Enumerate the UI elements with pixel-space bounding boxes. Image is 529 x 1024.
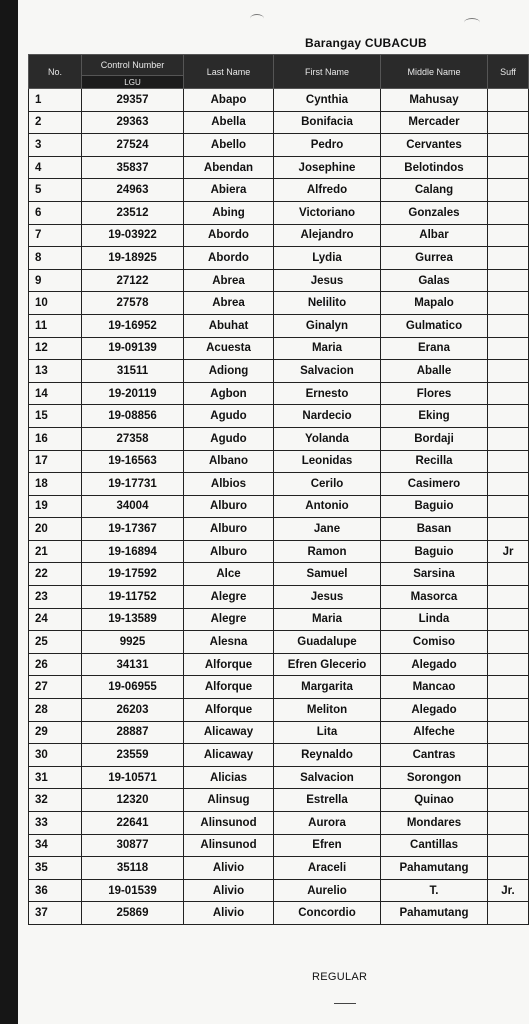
cell-no: 13 xyxy=(29,360,82,383)
cell-middle-name: Alfeche xyxy=(381,721,488,744)
cell-no: 25 xyxy=(29,631,82,654)
cell-last-name: Agudo xyxy=(184,405,274,428)
cell-middle-name: Mancao xyxy=(381,676,488,699)
cell-suffix xyxy=(488,518,529,541)
cell-no: 23 xyxy=(29,586,82,609)
cell-suffix xyxy=(488,314,529,337)
cell-suffix xyxy=(488,744,529,767)
cell-first-name: Jesus xyxy=(274,586,381,609)
table-row xyxy=(29,247,529,270)
cell-control-number: 19-17592 xyxy=(82,563,184,586)
cell-middle-name: T. xyxy=(381,879,488,902)
cell-suffix xyxy=(488,382,529,405)
header-row xyxy=(29,55,529,76)
cell-first-name: Guadalupe xyxy=(274,631,381,654)
cell-last-name: Abella xyxy=(184,111,274,134)
cell-suffix xyxy=(488,134,529,157)
cell-control-number: 19-17367 xyxy=(82,518,184,541)
cell-last-name: Alesna xyxy=(184,631,274,654)
cell-first-name: Ginalyn xyxy=(274,314,381,337)
table-row xyxy=(29,382,529,405)
scan-mark xyxy=(250,14,264,23)
cell-control-number: 12320 xyxy=(82,789,184,812)
table-row xyxy=(29,766,529,789)
cell-suffix: Jr xyxy=(488,540,529,563)
cell-suffix xyxy=(488,563,529,586)
cell-control-number: 9925 xyxy=(82,631,184,654)
cell-suffix xyxy=(488,247,529,270)
cell-last-name: Alicaway xyxy=(184,744,274,767)
table-row xyxy=(29,812,529,835)
cell-suffix xyxy=(488,789,529,812)
cell-control-number: 19-17731 xyxy=(82,473,184,496)
table-row xyxy=(29,834,529,857)
cell-control-number: 19-03922 xyxy=(82,224,184,247)
cell-control-number: 28887 xyxy=(82,721,184,744)
table-row xyxy=(29,857,529,880)
roster-table xyxy=(28,54,529,925)
cell-middle-name: Cantillas xyxy=(381,834,488,857)
header-control-number: Control Number xyxy=(82,55,184,76)
cell-suffix xyxy=(488,608,529,631)
cell-last-name: Alforque xyxy=(184,676,274,699)
cell-last-name: Alicaway xyxy=(184,721,274,744)
cell-first-name: Lydia xyxy=(274,247,381,270)
cell-control-number: 26203 xyxy=(82,699,184,722)
cell-no: 1 xyxy=(29,89,82,112)
cell-first-name: Maria xyxy=(274,608,381,631)
cell-last-name: Alicias xyxy=(184,766,274,789)
table-row xyxy=(29,608,529,631)
cell-middle-name: Albar xyxy=(381,224,488,247)
cell-control-number: 19-10571 xyxy=(82,766,184,789)
table-row xyxy=(29,314,529,337)
table-row xyxy=(29,179,529,202)
cell-first-name: Nardecio xyxy=(274,405,381,428)
cell-last-name: Alburo xyxy=(184,540,274,563)
cell-middle-name: Mercader xyxy=(381,111,488,134)
header-lgu: LGU xyxy=(82,76,184,89)
cell-middle-name: Erana xyxy=(381,337,488,360)
cell-last-name: Agbon xyxy=(184,382,274,405)
cell-suffix xyxy=(488,699,529,722)
cell-first-name: Concordio xyxy=(274,902,381,925)
table-row xyxy=(29,134,529,157)
cell-last-name: Abrea xyxy=(184,292,274,315)
cell-middle-name: Mapalo xyxy=(381,292,488,315)
cell-middle-name: Pahamutang xyxy=(381,902,488,925)
cell-no: 18 xyxy=(29,473,82,496)
table-row xyxy=(29,224,529,247)
cell-last-name: Abiera xyxy=(184,179,274,202)
cell-first-name: Leonidas xyxy=(274,450,381,473)
cell-no: 30 xyxy=(29,744,82,767)
cell-last-name: Abing xyxy=(184,201,274,224)
cell-last-name: Alforque xyxy=(184,653,274,676)
cell-last-name: Alivio xyxy=(184,879,274,902)
cell-control-number: 22641 xyxy=(82,812,184,835)
cell-middle-name: Basan xyxy=(381,518,488,541)
cell-no: 24 xyxy=(29,608,82,631)
cell-last-name: Alinsug xyxy=(184,789,274,812)
cell-last-name: Alburo xyxy=(184,518,274,541)
cell-control-number: 34004 xyxy=(82,495,184,518)
cell-first-name: Meliton xyxy=(274,699,381,722)
cell-first-name: Pedro xyxy=(274,134,381,157)
cell-middle-name: Calang xyxy=(381,179,488,202)
table-row xyxy=(29,201,529,224)
cell-suffix xyxy=(488,269,529,292)
cell-last-name: Albano xyxy=(184,450,274,473)
cell-no: 7 xyxy=(29,224,82,247)
cell-suffix xyxy=(488,812,529,835)
cell-control-number: 19-11752 xyxy=(82,586,184,609)
cell-suffix xyxy=(488,834,529,857)
cell-control-number: 19-01539 xyxy=(82,879,184,902)
cell-no: 14 xyxy=(29,382,82,405)
cell-suffix xyxy=(488,653,529,676)
cell-suffix xyxy=(488,721,529,744)
table-row xyxy=(29,631,529,654)
cell-suffix xyxy=(488,766,529,789)
cell-first-name: Aurelio xyxy=(274,879,381,902)
cell-control-number: 19-09139 xyxy=(82,337,184,360)
cell-last-name: Abordo xyxy=(184,247,274,270)
cell-first-name: Maria xyxy=(274,337,381,360)
cell-suffix xyxy=(488,89,529,112)
cell-first-name: Nelilito xyxy=(274,292,381,315)
cell-last-name: Adiong xyxy=(184,360,274,383)
cell-suffix xyxy=(488,631,529,654)
cell-control-number: 27358 xyxy=(82,427,184,450)
cell-first-name: Lita xyxy=(274,721,381,744)
cell-suffix xyxy=(488,473,529,496)
cell-first-name: Salvacion xyxy=(274,360,381,383)
cell-no: 32 xyxy=(29,789,82,812)
cell-no: 37 xyxy=(29,902,82,925)
cell-control-number: 23512 xyxy=(82,201,184,224)
cell-last-name: Abendan xyxy=(184,156,274,179)
cell-control-number: 19-16952 xyxy=(82,314,184,337)
cell-no: 36 xyxy=(29,879,82,902)
cell-last-name: Abrea xyxy=(184,269,274,292)
cell-middle-name: Mahusay xyxy=(381,89,488,112)
cell-control-number: 19-18925 xyxy=(82,247,184,270)
cell-middle-name: Masorca xyxy=(381,586,488,609)
cell-suffix xyxy=(488,676,529,699)
table-row xyxy=(29,111,529,134)
cell-control-number: 27122 xyxy=(82,269,184,292)
table-row xyxy=(29,269,529,292)
table-row xyxy=(29,879,529,902)
table-row xyxy=(29,540,529,563)
cell-control-number: 35118 xyxy=(82,857,184,880)
cell-no: 20 xyxy=(29,518,82,541)
cell-first-name: Jane xyxy=(274,518,381,541)
cell-control-number: 31511 xyxy=(82,360,184,383)
header-last-name: Last Name xyxy=(184,55,274,89)
header-no: No. xyxy=(29,55,82,89)
cell-suffix xyxy=(488,902,529,925)
table-row xyxy=(29,744,529,767)
cell-no: 22 xyxy=(29,563,82,586)
cell-no: 33 xyxy=(29,812,82,835)
cell-suffix xyxy=(488,405,529,428)
footer-mark xyxy=(334,1003,356,1004)
cell-last-name: Alce xyxy=(184,563,274,586)
table-row xyxy=(29,337,529,360)
cell-suffix xyxy=(488,495,529,518)
cell-suffix: Jr. xyxy=(488,879,529,902)
cell-no: 12 xyxy=(29,337,82,360)
cell-no: 11 xyxy=(29,314,82,337)
cell-control-number: 29363 xyxy=(82,111,184,134)
cell-control-number: 23559 xyxy=(82,744,184,767)
cell-last-name: Alforque xyxy=(184,699,274,722)
cell-control-number: 27578 xyxy=(82,292,184,315)
cell-no: 34 xyxy=(29,834,82,857)
cell-first-name: Bonifacia xyxy=(274,111,381,134)
cell-no: 5 xyxy=(29,179,82,202)
cell-first-name: Antonio xyxy=(274,495,381,518)
cell-no: 28 xyxy=(29,699,82,722)
cell-suffix xyxy=(488,201,529,224)
cell-middle-name: Cervantes xyxy=(381,134,488,157)
cell-first-name: Aurora xyxy=(274,812,381,835)
cell-middle-name: Galas xyxy=(381,269,488,292)
cell-control-number: 19-13589 xyxy=(82,608,184,631)
cell-no: 6 xyxy=(29,201,82,224)
header-middle-name: Middle Name xyxy=(381,55,488,89)
cell-middle-name: Sorongon xyxy=(381,766,488,789)
cell-middle-name: Quinao xyxy=(381,789,488,812)
cell-middle-name: Pahamutang xyxy=(381,857,488,880)
table-row xyxy=(29,789,529,812)
cell-control-number: 19-16894 xyxy=(82,540,184,563)
cell-middle-name: Sarsina xyxy=(381,563,488,586)
cell-suffix xyxy=(488,337,529,360)
cell-control-number: 19-08856 xyxy=(82,405,184,428)
cell-last-name: Alegre xyxy=(184,608,274,631)
scanner-edge-shadow xyxy=(0,0,18,1024)
cell-suffix xyxy=(488,360,529,383)
cell-no: 31 xyxy=(29,766,82,789)
cell-no: 35 xyxy=(29,857,82,880)
cell-suffix xyxy=(488,292,529,315)
cell-control-number: 35837 xyxy=(82,156,184,179)
cell-control-number: 34131 xyxy=(82,653,184,676)
cell-last-name: Albios xyxy=(184,473,274,496)
cell-last-name: Alivio xyxy=(184,902,274,925)
cell-last-name: Abordo xyxy=(184,224,274,247)
cell-last-name: Alegre xyxy=(184,586,274,609)
table-row xyxy=(29,405,529,428)
cell-no: 16 xyxy=(29,427,82,450)
cell-first-name: Ramon xyxy=(274,540,381,563)
cell-middle-name: Gonzales xyxy=(381,201,488,224)
table-row xyxy=(29,473,529,496)
cell-suffix xyxy=(488,224,529,247)
cell-no: 9 xyxy=(29,269,82,292)
cell-control-number: 19-06955 xyxy=(82,676,184,699)
cell-middle-name: Gulmatico xyxy=(381,314,488,337)
cell-last-name: Alivio xyxy=(184,857,274,880)
scan-mark xyxy=(464,18,480,27)
table-row xyxy=(29,360,529,383)
cell-no: 27 xyxy=(29,676,82,699)
cell-middle-name: Baguio xyxy=(381,495,488,518)
cell-control-number: 25869 xyxy=(82,902,184,925)
cell-control-number: 30877 xyxy=(82,834,184,857)
cell-no: 3 xyxy=(29,134,82,157)
cell-last-name: Alinsunod xyxy=(184,812,274,835)
footer-label: REGULAR xyxy=(312,971,368,983)
cell-middle-name: Belotindos xyxy=(381,156,488,179)
cell-middle-name: Gurrea xyxy=(381,247,488,270)
table-row xyxy=(29,721,529,744)
cell-no: 21 xyxy=(29,540,82,563)
cell-first-name: Alfredo xyxy=(274,179,381,202)
cell-suffix xyxy=(488,427,529,450)
cell-middle-name: Linda xyxy=(381,608,488,631)
cell-last-name: Acuesta xyxy=(184,337,274,360)
cell-first-name: Josephine xyxy=(274,156,381,179)
cell-last-name: Abello xyxy=(184,134,274,157)
table-row xyxy=(29,586,529,609)
cell-first-name: Yolanda xyxy=(274,427,381,450)
table-row xyxy=(29,450,529,473)
cell-no: 10 xyxy=(29,292,82,315)
cell-middle-name: Alegado xyxy=(381,699,488,722)
cell-first-name: Efren Glecerio xyxy=(274,653,381,676)
table-row xyxy=(29,156,529,179)
table-row xyxy=(29,518,529,541)
cell-middle-name: Flores xyxy=(381,382,488,405)
cell-no: 19 xyxy=(29,495,82,518)
table-row xyxy=(29,495,529,518)
cell-control-number: 24963 xyxy=(82,179,184,202)
cell-middle-name: Mondares xyxy=(381,812,488,835)
cell-control-number: 29357 xyxy=(82,89,184,112)
page-title: Barangay CUBACUB xyxy=(305,36,427,50)
cell-first-name: Cerilo xyxy=(274,473,381,496)
cell-first-name: Margarita xyxy=(274,676,381,699)
table-row xyxy=(29,902,529,925)
cell-middle-name: Comiso xyxy=(381,631,488,654)
cell-no: 4 xyxy=(29,156,82,179)
cell-no: 26 xyxy=(29,653,82,676)
cell-first-name: Araceli xyxy=(274,857,381,880)
cell-suffix xyxy=(488,156,529,179)
cell-suffix xyxy=(488,179,529,202)
table-row xyxy=(29,653,529,676)
cell-last-name: Abuhat xyxy=(184,314,274,337)
table-row xyxy=(29,676,529,699)
cell-first-name: Cynthia xyxy=(274,89,381,112)
table-row xyxy=(29,292,529,315)
cell-middle-name: Recilla xyxy=(381,450,488,473)
cell-suffix xyxy=(488,111,529,134)
cell-no: 17 xyxy=(29,450,82,473)
cell-middle-name: Casimero xyxy=(381,473,488,496)
cell-suffix xyxy=(488,450,529,473)
cell-no: 2 xyxy=(29,111,82,134)
header-first-name: First Name xyxy=(274,55,381,89)
cell-middle-name: Eking xyxy=(381,405,488,428)
table-row xyxy=(29,427,529,450)
cell-first-name: Victoriano xyxy=(274,201,381,224)
cell-first-name: Estrella xyxy=(274,789,381,812)
cell-first-name: Alejandro xyxy=(274,224,381,247)
cell-suffix xyxy=(488,857,529,880)
header-suffix: Suff xyxy=(488,55,529,89)
cell-middle-name: Cantras xyxy=(381,744,488,767)
cell-first-name: Salvacion xyxy=(274,766,381,789)
cell-control-number: 19-16563 xyxy=(82,450,184,473)
cell-first-name: Ernesto xyxy=(274,382,381,405)
cell-control-number: 19-20119 xyxy=(82,382,184,405)
cell-no: 8 xyxy=(29,247,82,270)
cell-first-name: Reynaldo xyxy=(274,744,381,767)
cell-first-name: Jesus xyxy=(274,269,381,292)
cell-middle-name: Baguio xyxy=(381,540,488,563)
cell-no: 15 xyxy=(29,405,82,428)
table-row xyxy=(29,563,529,586)
cell-first-name: Efren xyxy=(274,834,381,857)
cell-last-name: Alburo xyxy=(184,495,274,518)
cell-first-name: Samuel xyxy=(274,563,381,586)
cell-suffix xyxy=(488,586,529,609)
cell-control-number: 27524 xyxy=(82,134,184,157)
cell-middle-name: Alegado xyxy=(381,653,488,676)
cell-middle-name: Aballe xyxy=(381,360,488,383)
table-row xyxy=(29,699,529,722)
table-row xyxy=(29,89,529,112)
cell-no: 29 xyxy=(29,721,82,744)
cell-middle-name: Bordaji xyxy=(381,427,488,450)
cell-last-name: Alinsunod xyxy=(184,834,274,857)
cell-last-name: Agudo xyxy=(184,427,274,450)
cell-last-name: Abapo xyxy=(184,89,274,112)
